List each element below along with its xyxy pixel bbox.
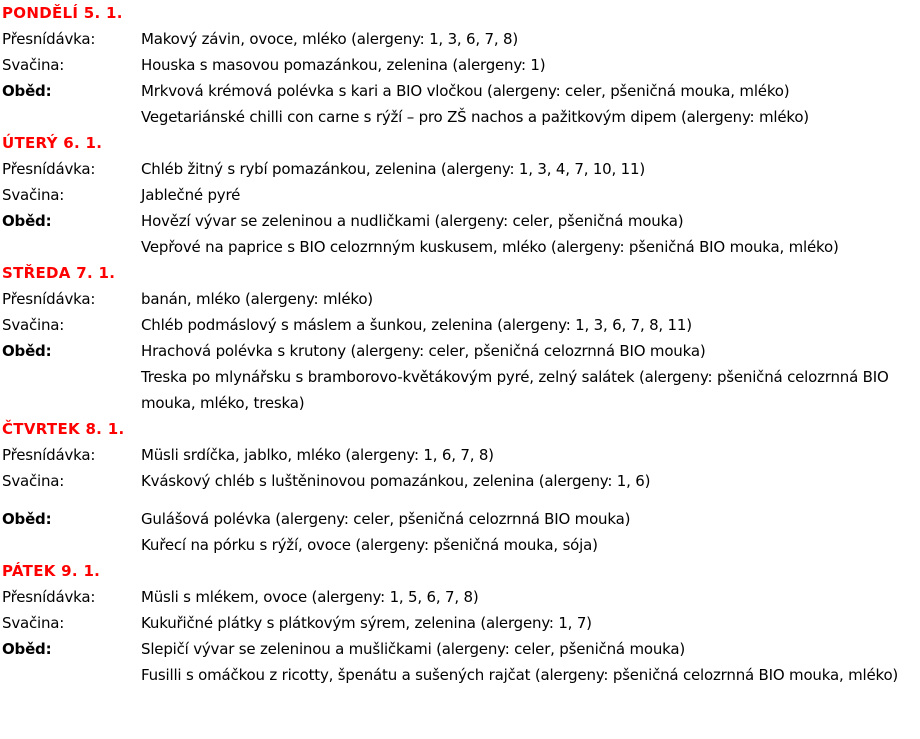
meal-label: Svačina: <box>2 614 65 632</box>
meal-row-snack-morning <box>0 442 920 468</box>
meal-label: Oběd: <box>2 342 52 360</box>
meal-row-lunch <box>0 208 920 234</box>
meal-row-snack-afternoon <box>0 182 920 208</box>
meal-label: Oběd: <box>2 82 52 100</box>
meal-row-snack-afternoon <box>0 468 920 494</box>
day-title: STŘEDA 7. 1. <box>2 264 116 282</box>
meal-text: Treska po mlynářsku s bramborovo-květákovým pyré, zelný salátek (alergeny: pšeničná celozrnná BIO mouka, mléko, treska) <box>141 368 889 412</box>
day-title: ČTVRTEK 8. 1. <box>2 420 125 438</box>
meal-row-snack-morning <box>0 26 920 52</box>
meal-label: Přesnídávka: <box>2 160 96 178</box>
meal-row-lunch <box>0 506 920 532</box>
meal-row-lunch-main <box>0 662 920 688</box>
meal-label <box>0 662 141 688</box>
meal-text: Kváskový chléb s luštěninovou pomazánkou, zelenina (alergeny: 1, 6) <box>141 472 651 490</box>
meal-text: Kuřecí na pórku s rýží, ovoce (alergeny: pšeničná mouka, sója) <box>141 536 598 554</box>
meal-label: Přesnídávka: <box>2 290 96 308</box>
meal-label: Svačina: <box>2 186 65 204</box>
meal-text: Jablečné pyré <box>141 186 241 204</box>
meal-label: Přesnídávka: <box>2 30 96 48</box>
meal-text: Fusilli s omáčkou z ricotty, špenátu a sušených rajčat (alergeny: pšeničná celozrnná BIO mouka, mléko) <box>141 666 899 684</box>
meal-label: Svačina: <box>2 472 65 490</box>
meal-text: Kukuřičné plátky s plátkovým sýrem, zelenina (alergeny: 1, 7) <box>141 614 592 632</box>
meal-row-lunch-main <box>0 234 920 260</box>
meal-row-lunch <box>0 636 920 662</box>
meal-text: Slepičí vývar se zeleninou a mušličkami (alergeny: celer, pšeničná mouka) <box>141 640 686 658</box>
meal-text: Gulášová polévka (alergeny: celer, pšeničná celozrnná BIO mouka) <box>141 510 631 528</box>
meal-text: Hovězí vývar se zeleninou a nudličkami (alergeny: celer, pšeničná mouka) <box>141 212 684 230</box>
meal-row-lunch-main <box>0 104 920 130</box>
meal-label: Přesnídávka: <box>2 588 96 606</box>
meal-text: banán, mléko (alergeny: mléko) <box>141 290 373 308</box>
day-wednesday <box>0 260 920 416</box>
meal-text: Houska s masovou pomazánkou, zelenina (alergeny: 1) <box>141 56 546 74</box>
meal-text: Mrkvová krémová polévka s kari a BIO vločkou (alergeny: celer, pšeničná mouka, mléko) <box>141 82 790 100</box>
meal-row-lunch <box>0 338 920 364</box>
meal-text: Makový závin, ovoce, mléko (alergeny: 1, 3, 6, 7, 8) <box>141 30 519 48</box>
meal-text: Chléb žitný s rybí pomazánkou, zelenina (alergeny: 1, 3, 4, 7, 10, 11) <box>141 160 645 178</box>
meal-text: Hrachová polévka s krutony (alergeny: celer, pšeničná celozrnná BIO mouka) <box>141 342 706 360</box>
meal-text: Müsli srdíčka, jablko, mléko (alergeny: 1, 6, 7, 8) <box>141 446 494 464</box>
meal-label: Oběd: <box>2 640 52 658</box>
meal-text: Müsli s mlékem, ovoce (alergeny: 1, 5, 6, 7, 8) <box>141 588 479 606</box>
day-title: ÚTERÝ 6. 1. <box>2 134 103 152</box>
meal-row-snack-afternoon <box>0 52 920 78</box>
day-monday <box>0 0 920 130</box>
meal-text: Vegetariánské chilli con carne s rýží – pro ZŠ nachos a pažitkovým dipem (alergeny: mléko) <box>141 108 809 126</box>
meal-label: Svačina: <box>2 56 65 74</box>
meal-label <box>0 104 141 130</box>
meal-row-snack-morning <box>0 584 920 610</box>
meal-row-lunch-main <box>0 364 920 416</box>
meal-label: Oběd: <box>2 212 52 230</box>
meal-row-lunch-main <box>0 532 920 558</box>
day-friday <box>0 558 920 688</box>
meal-row-lunch <box>0 78 920 104</box>
meal-row-snack-morning <box>0 156 920 182</box>
meal-label <box>0 532 141 558</box>
meal-row-snack-afternoon <box>0 312 920 338</box>
meal-label: Oběd: <box>2 510 52 528</box>
meal-label <box>0 364 141 416</box>
meal-text: Vepřové na paprice s BIO celozrnným kuskusem, mléko (alergeny: pšeničná BIO mouka, mléko) <box>141 238 839 256</box>
meal-label: Svačina: <box>2 316 65 334</box>
meal-row-snack-morning <box>0 286 920 312</box>
meal-label <box>0 234 141 260</box>
day-title: PÁTEK 9. 1. <box>2 562 101 580</box>
day-thursday <box>0 416 920 558</box>
meal-text: Chléb podmáslový s máslem a šunkou, zelenina (alergeny: 1, 3, 6, 7, 8, 11) <box>141 316 692 334</box>
day-tuesday <box>0 130 920 260</box>
meal-row-snack-afternoon <box>0 610 920 636</box>
day-title: PONDĚLÍ 5. 1. <box>2 4 123 22</box>
meal-label: Přesnídávka: <box>2 446 96 464</box>
